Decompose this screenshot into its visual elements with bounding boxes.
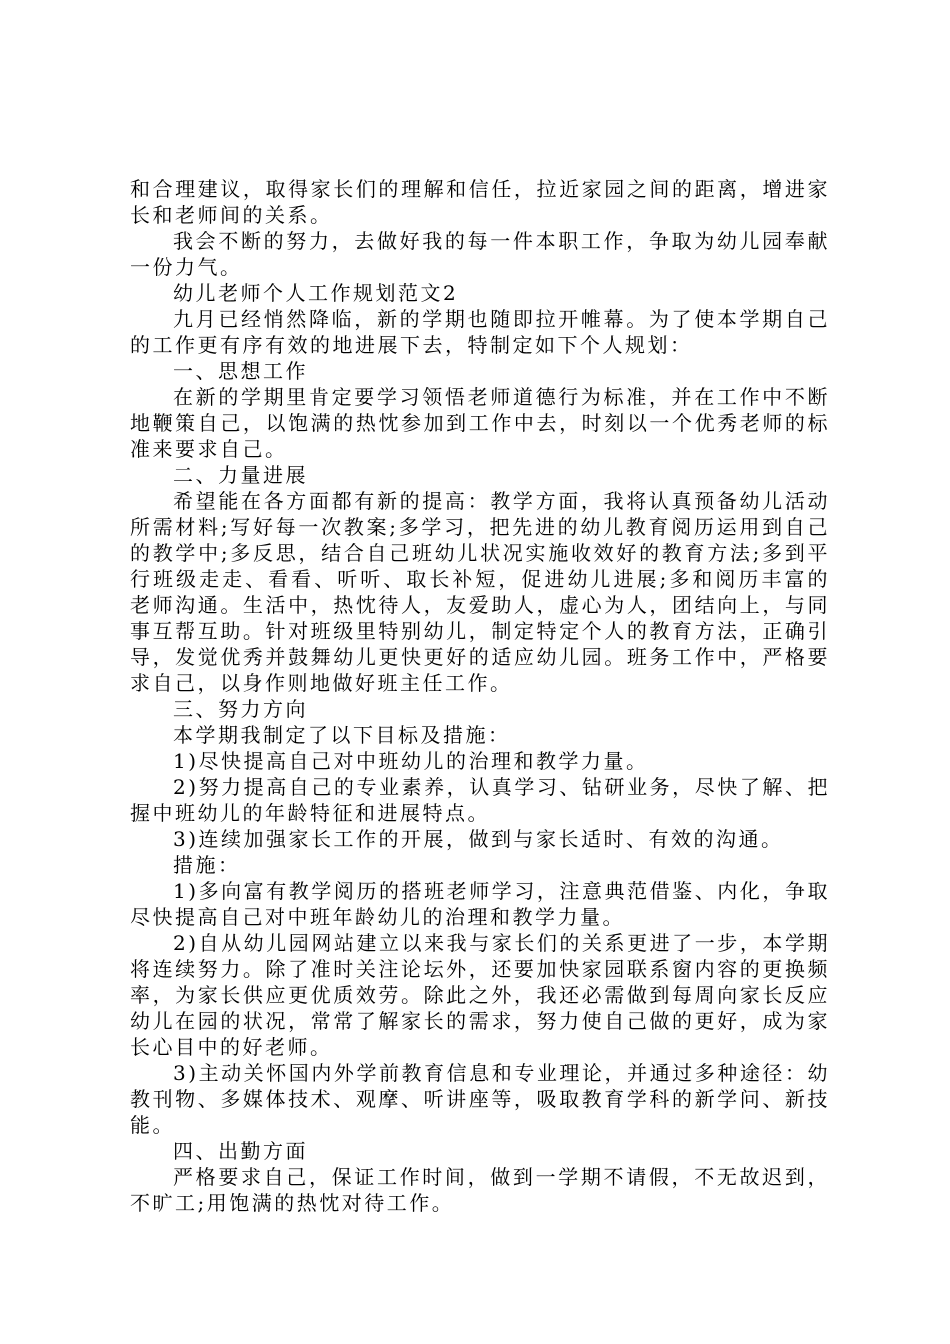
paragraph-attendance: 严格要求自己，保证工作时间，做到一学期不请假，不无故迟到，不旷工;用饱满的热忱对待工作。 bbox=[130, 1165, 830, 1215]
paragraph-intro: 九月已经悄然降临，新的学期也随即拉开帷幕。为了使本学期自己的工作更有序有效的地进展下去，特制定如下个人规划： bbox=[130, 307, 830, 357]
paragraph-goals-intro: 本学期我制定了以下目标及措施： bbox=[173, 723, 511, 747]
document-body bbox=[130, 176, 830, 1216]
heading-attendance: 四、出勤方面 bbox=[173, 1139, 308, 1163]
measure-item: 2)自从幼儿园网站建立以来我与家长们的关系更进了一步，本学期将连续努力。除了准时关注论坛外，还要加快家园联系窗内容的更换频率，为家长供应更优质效劳。除此之外，我还必需做到每周向家长反应幼儿在园的状况，常常了解家长的需求，努力使自己做的更好，成为家长心目中的好老师。 bbox=[130, 931, 830, 1059]
paragraph-thought-work: 在新的学期里肯定要学习领悟老师道德行为标准，并在工作中不断地鞭策自己，以饱满的热忱参加到工作中去，时刻以一个优秀老师的标准来要求自己。 bbox=[130, 385, 830, 461]
paragraph-commitment: 我会不断的努力，去做好我的每一件本职工作，争取为幼儿园奉献一份力气。 bbox=[130, 229, 830, 279]
paragraph-ability-development: 希望能在各方面都有新的提高：教学方面，我将认真预备幼儿活动所需材料;写好每一次教案;多学习，把先进的幼儿教育阅历运用到自己的教学中;多反思，结合自己班幼儿状况实施收效好的教育方法;多到平行班级走走、看看、听听、取长补短，促进幼儿进展;多和阅历丰富的老师沟通。生活中，热忱待人，友爱助人，虚心为人，团结向上，与同事互帮互助。针对班级里特别幼儿，制定特定个人的教育方法，正确引导，发觉优秀并鼓舞幼儿更快更好的适应幼儿园。班务工作中，严格要求自己，以身作则地做好班主任工作。 bbox=[130, 489, 830, 695]
section-title: 幼儿老师个人工作规划范文2 bbox=[173, 281, 459, 305]
paragraph-continuation: 和合理建议，取得家长们的理解和信任，拉近家园之间的距离，增进家长和老师间的关系。 bbox=[130, 177, 830, 227]
heading-effort-direction: 三、努力方向 bbox=[173, 697, 308, 721]
heading-thought-work: 一、思想工作 bbox=[173, 359, 308, 383]
heading-measures: 措施： bbox=[173, 853, 241, 877]
goal-item: 2)努力提高自己的专业素养，认真学习、钻研业务，尽快了解、把握中班幼儿的年龄特征和进展特点。 bbox=[130, 775, 830, 825]
heading-ability-development: 二、力量进展 bbox=[173, 463, 308, 487]
goal-item: 3)连续加强家长工作的开展，做到与家长适时、有效的沟通。 bbox=[173, 827, 784, 851]
measure-item: 1)多向富有教学阅历的搭班老师学习，注意典范借鉴、内化，争取尽快提高自己对中班年龄幼儿的治理和教学力量。 bbox=[130, 879, 830, 929]
measure-item: 3)主动关怀国内外学前教育信息和专业理论，并通过多种途径：幼教刊物、多媒体技术、观摩、听讲座等，吸取教育学科的新学问、新技能。 bbox=[130, 1061, 830, 1137]
goal-item: 1)尽快提高自己对中班幼儿的治理和教学力量。 bbox=[173, 749, 649, 773]
